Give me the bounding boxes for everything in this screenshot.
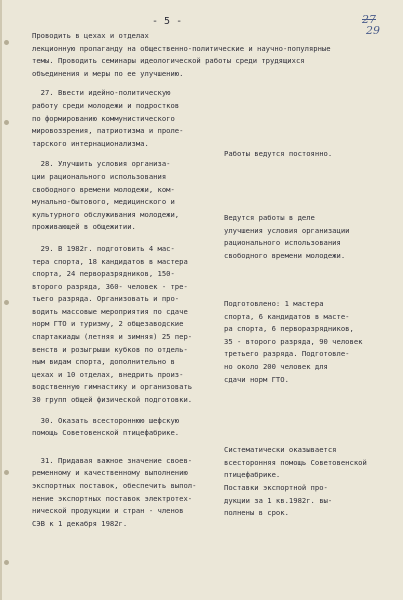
- execution-note: Систематически оказывается всесторонняя помощь Советовенской птицефабрике.: [224, 445, 367, 480]
- measure-paragraph: 29. В 1982г. подготовить 4 мас- тера спорта, 18 кандидатов в мастера спорта, 24 перворазрядников, 150- второго разряда, 360- человек - тре- тьего разряда. Организовать и про- водить массовые мероприятия по сдаче норм ГТО и туризму, 2 общезаводские спартакиады (летняя и зимняя) 25 пер- венств и розыгрыши кубков по отдель- ным видам спорта, дополнительно в цехах и 10 отделах, внедрить произ- водственную гимнастику и организовать 30 групп общей физической подготовки.: [32, 243, 193, 405]
- archive-page-stamp: [362, 14, 380, 36]
- stamp-new-number: 29: [366, 24, 380, 37]
- execution-note: Ведутся работы в деле улучшения условия организации рационального использования свободного времени молодежи.: [224, 213, 350, 260]
- stamp-old-number: 27: [362, 13, 376, 26]
- measure-paragraph: 28. Улучшить условия организа- ции рационального использования свободного времени молодежи, ком- мунально-бытового, медицинского и культурного обслуживания молодежи, проживающей в общежитии.: [32, 159, 180, 232]
- measure-paragraph: 27. Ввести идейно-политическую работу среди молодежи и подростков по формированию коммунистического мировоззрения, патриотизма и проле- тарского интернационализма.: [32, 88, 184, 148]
- execution-note: Поставки экспортной про- дукции за 1 кв.1982г. вы- полнены в срок.: [224, 483, 333, 518]
- execution-note: Работы ведутся постоянно.: [224, 149, 333, 158]
- execution-note: Подготовлено: 1 мастера спорта, 6 кандидатов в масте- ра спорта, 6 перворазрядников, 35 - второго разряда, 90 человек третьего разряда. Подготовле- но около 200 человек для сдачи норм ГТО.: [224, 299, 363, 384]
- measure-paragraph: Проводить в цехах и отделах лекционную пропаганду на общественно-политические и научно-популярные темы. Проводить семинары идеологической работы среди трудящихся объединения и меры по ее улучшению.: [32, 31, 331, 78]
- measure-paragraph: 30. Оказать всестороннюю шефскую помощь Советовенской птицефабрике.: [32, 415, 180, 438]
- measure-paragraph: 31. Придавая важное значение своев- ременному и качественному выполнению экспортных поставок, обеспечить выпол- нение экспортных поставок электротех- нической продукции и стран - членов СЭВ к 1 декабря 1982г.: [32, 455, 197, 528]
- page-number: - 5 -: [152, 16, 183, 27]
